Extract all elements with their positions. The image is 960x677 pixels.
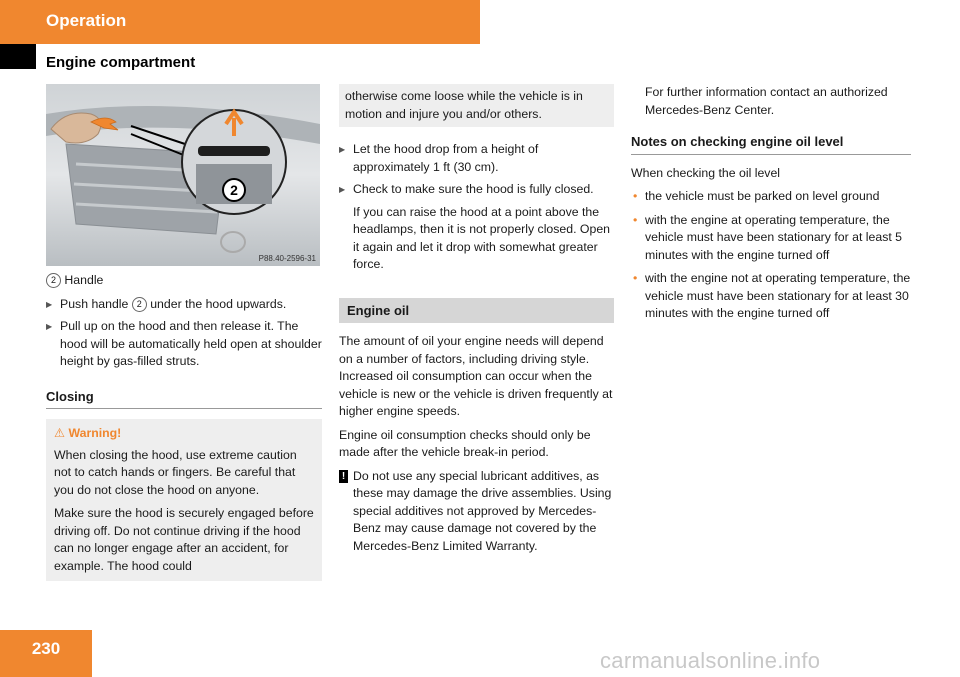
list-item: • with the engine at operating temperature, the vehicle must have been stationary for at least 5 minutes with the engine turned off	[631, 212, 911, 265]
step-push-handle: ▶ Push handle 2 under the hood upwards.	[46, 296, 322, 314]
additives-note	[339, 468, 614, 556]
list-item: • the vehicle must be parked on level ground	[631, 188, 911, 206]
step-check-closed: ▶ Check to make sure the hood is fully closed.	[339, 181, 614, 199]
step-pull-hood: ▶ Pull up on the hood and then release it. The hood will be automatically held open at shoulder height by gas-filled struts.	[46, 318, 322, 371]
column-3	[631, 84, 911, 329]
warning-box	[46, 419, 322, 581]
warning-box-continued	[339, 84, 614, 127]
list-item: • with the engine not at operating temperature, the vehicle must have been stationary for at least 30 minutes with the engine turned off	[631, 270, 911, 323]
contact-note: For further information contact an authorized Mercedes-Benz Center.	[645, 85, 888, 117]
handle-number: 2	[132, 297, 147, 312]
callout-number: 2	[230, 182, 238, 198]
figure-caption	[46, 272, 322, 290]
closing-heading: Closing	[46, 388, 322, 410]
engine-oil-paragraph-2: Engine oil consumption checks should only be made after the vehicle break-in period.	[339, 427, 591, 459]
chapter-title: Operation	[46, 11, 127, 30]
additives-note-text: Do not use any special lubricant additives, as these may damage the drive assemblies. Using special additives not approved by Mercedes-Benz may cause damage not covered by the Mercedes-Benz Limited Warranty.	[353, 468, 612, 553]
hood-handle-slot	[198, 146, 270, 156]
warning-continued-text: otherwise come loose while the vehicle is in motion and injure you and/or others.	[345, 89, 583, 121]
watermark: carmanualsonline.info	[600, 648, 821, 673]
figure-code: P88.40-2596-31	[258, 254, 316, 263]
caption-number: 2	[46, 273, 61, 288]
section-marker	[0, 44, 36, 69]
warning-icon: ⚠	[54, 426, 66, 440]
note-icon: !	[339, 470, 348, 483]
step-drop-hood: ▶ Let the hood drop from a height of approximately 1 ft (30 cm).	[339, 141, 614, 176]
column-1	[46, 272, 322, 581]
caption-text: Handle	[64, 273, 104, 287]
column-2	[339, 84, 614, 555]
warning-paragraph-2: Make sure the hood is securely engaged before driving off. Do not continue driving if the hood can no longer engage after an accident, for example. The hood could	[54, 506, 314, 573]
hood-handle-figure	[46, 84, 320, 266]
section-title: Engine compartment	[46, 54, 196, 71]
step-check-closed-detail: If you can raise the hood at a point above the headlamps, then it is not properly closed. Open it again and let it drop with somewhat greater force.	[353, 204, 611, 271]
engine-oil-heading: Engine oil	[339, 298, 614, 324]
page-number: 230	[31, 639, 61, 658]
oil-level-heading: Notes on checking engine oil level	[631, 133, 911, 155]
oil-level-intro: When checking the oil level	[631, 165, 781, 180]
page-number-tab	[0, 630, 92, 677]
warning-paragraph-1: When closing the hood, use extreme caution not to catch hands or fingers. Be careful that you do not close the hood on anyone.	[54, 447, 297, 497]
warning-title: ⚠ Warning!	[54, 426, 122, 440]
engine-oil-paragraph-1: The amount of oil your engine needs will depend on a number of factors, including driving style. Increased oil consumption can occur when the vehicle is new or the vehicle is driven frequently at higher engine speeds.	[339, 334, 613, 418]
